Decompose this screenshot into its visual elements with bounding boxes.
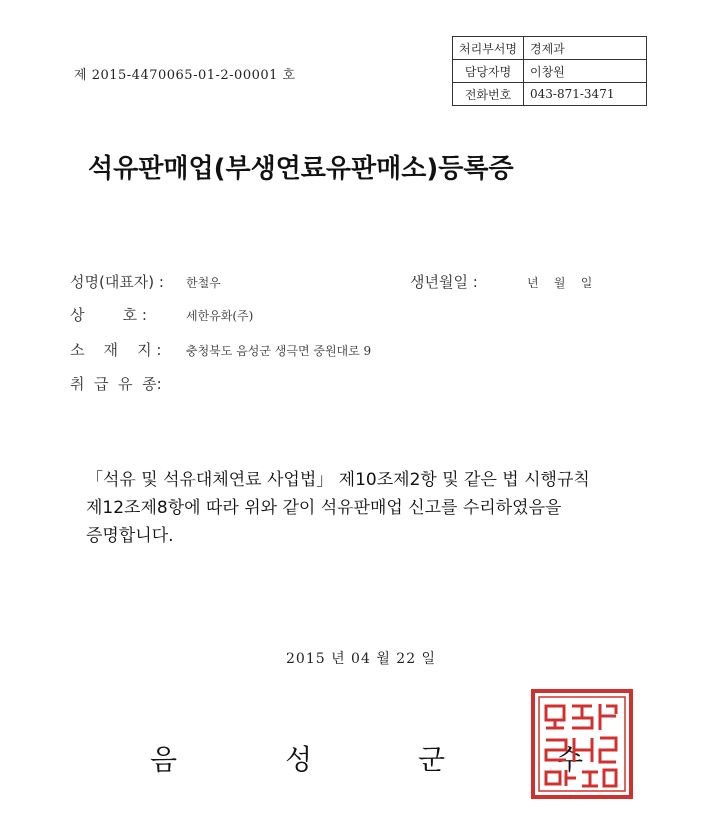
issuer-char: 성 [285, 743, 313, 776]
name-label: 성명(대표자) : [70, 273, 164, 291]
department-info-table [452, 36, 647, 106]
fuel-category-label: 취 급 유 종: [70, 375, 162, 393]
issuer-char: 군 [418, 743, 446, 776]
contact-person-value: 이창원 [524, 60, 647, 83]
issuer-char: 음 [150, 743, 178, 776]
document-number: 제 2015-4470065-01-2-00001 호 [74, 68, 296, 83]
issuer-char: 수 [556, 743, 584, 776]
birth-date-value: 년 월 일 [527, 276, 593, 290]
phone-label: 전화번호 [453, 83, 524, 106]
birth-date-label: 생년월일 : [410, 273, 478, 291]
issue-date: 2015 년 04 월 22 일 [286, 651, 437, 667]
address-value: 충청북도 음성군 생극면 중원대로 9 [186, 344, 372, 358]
contact-person-label: 담당자명 [453, 60, 524, 83]
department-label: 처리부서명 [453, 37, 524, 60]
table-row [453, 83, 647, 106]
body-line: 제12조제8항에 따라 위와 같이 석유판매업 신고를 수리하였음을 [86, 498, 562, 518]
certificate-title: 석유판매업(부생연료유판매소)등록증 [88, 154, 514, 184]
address-label: 소 재 지 : [70, 341, 162, 359]
company-label: 상 호 : [70, 306, 147, 324]
certificate-body [86, 466, 666, 550]
official-seal-icon [530, 688, 634, 800]
body-line: 증명합니다. [86, 526, 174, 546]
table-row [453, 60, 647, 83]
phone-value: 043-871-3471 [524, 83, 647, 106]
body-line: 「석유 및 석유대체연료 사업법」 제10조제2항 및 같은 법 시행규칙 [86, 470, 590, 490]
name-value: 한철우 [186, 276, 221, 290]
table-row [453, 37, 647, 60]
department-value: 경제과 [524, 37, 647, 60]
company-value: 세한유화(주) [186, 309, 254, 323]
